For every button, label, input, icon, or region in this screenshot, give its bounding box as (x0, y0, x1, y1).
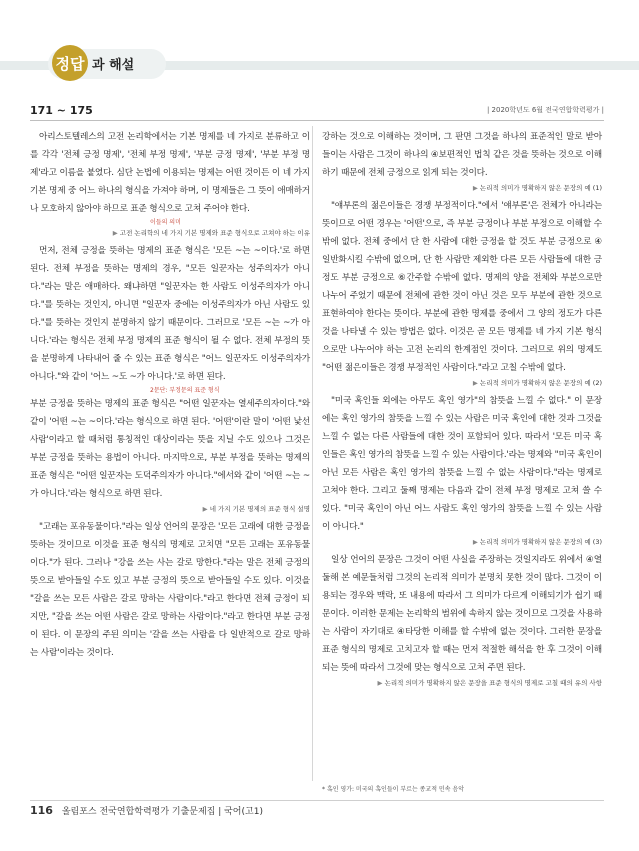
paragraph-summary-tag: ▶ 네 가지 기본 명제의 표준 형식 설명 (30, 504, 310, 515)
answer-badge (52, 45, 88, 81)
paragraph: 부분 긍정을 뜻하는 명제의 표준 형식은 "어떤 일꾼자는 열세주의자이다."와 같이 '어떤 ~는 ~이다.'라는 형식으로 하면 된다. '어떤'이란 말이 '어떤 낯선 사람'이라고 할 때처럼 통칭적인 대상이라는 뜻을 지닐 수도 있으나 그것은 부분 긍정을 뜻하는 용법이 아니다. 마지막으로, 부분 부정을 뜻하는 명제의 표준 형식은 "어떤 일꾼자는 도덕주의자가 아니다."에서와 같이 '어떤 ~는 ~가 아니다.'라는 형식으로 하면 된다. (30, 399, 310, 499)
section-divider (30, 120, 604, 121)
paragraph-summary-tag: ▶ 논리적 의미가 명확하지 않은 문장의 예 (3) (322, 537, 602, 548)
column-divider (312, 126, 313, 781)
right-column (322, 128, 602, 692)
paragraph-summary-tag: ▶ 논리적 의미가 명확하지 않은 문장의 예 (1) (322, 183, 602, 194)
margin-note: 2문단: 부정문의 표준 형식 (150, 387, 220, 394)
paragraph-summary-tag: ▶ 논리적 의미가 명확하지 않은 문장을 표준 형식의 명제로 고칠 때의 유의 사항 (322, 678, 602, 689)
footnote: * 혹인 영가: 미국의 혹인들이 부르는 종교적 민속 음악 (322, 786, 464, 793)
page-header (0, 44, 639, 84)
paragraph-summary-tag: ▶ 고전 논리학의 네 가지 기본 명제와 표준 형식으로 고쳐야 하는 이유 (30, 228, 310, 239)
paragraph: 먼저, 전체 긍정을 뜻하는 명제의 표준 형식은 '모든 ~는 ~이다.'로 하면 된다. 전체 부정을 뜻하는 명제의 경우, "모든 일꾼자는 성주의자가 아니다."라는 말은 애매하다. 왜냐하면 "일꾼자는 한 사람도 이성주의자가 아니다."를 뜻하는 것인지, 아니면 "일꾼자 중에는 이성주의자가 아닌 사람도 있다."를 뜻하는 것인지 분명하지 않기 때문이다. 그러므로 '모든 ~는 ~가 아니다.'라는 형식은 전체 부정 명제의 표준 형식이 될 수 없다. 전체 부정의 뜻을 분명하게 나타내어 줄 수 있는 표준 형식은 "어느 일꾼자도 이성주의자가 아니다."와 같이 '어느 ~도 ~가 아니다.'로 하면 된다. (30, 246, 310, 382)
paragraph: 일상 언어의 문장은 그것이 어떤 사실을 주장하는 것일지라도 위에서 ④열둘해 본 예문들처럼 그것의 논리적 의미가 분명치 못한 것이 많다. 그것이 이용되는 경우와 맥락, 또 내용에 따라서 그 의미가 다르게 이해되기가 쉽기 때문이다. 이러한 문제는 논리학의 범위에 속하지 않는 것이므로 그것을 사용하는 사람이 자기대로 ④타당한 이해를 할 수밖에 없는 것이다. 그러한 문장을 표준 형식의 명제로 고치고자 할 때는 먼저 적절한 해석을 한 후 그것이 이해되는 뜻에 따라서 그것에 맞는 형식으로 고쳐 주면 된다. (322, 555, 602, 673)
paragraph-summary-tag: ▶ 논리적 의미가 명확하지 않은 문장의 예 (2) (322, 378, 602, 389)
page-number: 116 (30, 804, 53, 817)
paragraph: "얘부론의 젊은이들은 경쟁 부정적이다."에서 '얘부론'은 전체가 아니라는 뜻이므로 어떤 경우는 '어떤'으로, 즉 부분 긍정이나 부분 부정으로 이해할 수밖에 없다. 전체 중에서 단 한 사람에 대한 긍정을 할 것도 부분 긍정으로 ④일반화시킬 수밖에 없으며, 단 한 사람만 제외한 다른 모든 사람들에 대한 긍정도 부분 긍정으로 ⑥간주할 수밖에 없다. 명제의 양을 전체와 부분으로만 나누어 주었기 때문에 전체에 관한 것이 아닌 것은 모두 부분에 관한 것으로 표현하여야 한다는 뜻이다. 부분에 관한 명제를 중에서 그 양의 정도가 다른 것을 나타낼 수 있는 방법은 없다. 이것은 곧 모든 명제를 네 가지 기본 형식으로만 나누어야 하는 고전 논리의 한계점인 것이다. 그러므로 위의 명제도 "어떤 젊은이들은 경쟁 부정적인 사람이다."라고 고칠 수밖에 없다. (322, 201, 602, 373)
exam-source: | 2020학년도 6월 전국연합학력평가 | (486, 106, 604, 114)
footer-divider (30, 800, 604, 801)
paragraph: 강하는 것으로 이해하는 것이며, 그 판면 그것을 하나의 표준적인 말로 받아들이는 사람은 그것이 하나의 ④보편적인 법칙 같은 것을 뜻하는 것으로 이해하기 때문에 전체 긍정으로 읽게 되는 것이다. (322, 132, 602, 178)
header-label: 과 해설 (92, 58, 135, 73)
left-column (30, 128, 310, 662)
paragraph: "미국 혹인들 외에는 아무도 혹인 영가"의 참뜻을 느낄 수 없다." 이 문장에는 혹인 영가의 참뜻을 느낄 수 있는 사람은 미국 혹인에 대한 것과 그것을 느낄 수 없는 다른 사람들에 대한 것이 포함되어 있다. 따라서 '모든 미국 혹인들은 혹인 영가의 참뜻을 느낄 수 있는 사람이다.'라는 명제와 "미국 혹인이 아닌 모든 사람은 혹인 영가의 참뜻을 느낄 수 없는 사람이다."라는 명제로 고쳐야 한다. 그리고 둘째 명제는 다음과 같이 전체 부정 명제로 고쳐 쓸 수 있다. "미국 혹인이 아닌 어느 사람도 혹인 영가의 참뜻을 느낄 수 있는 사람이 아니다." (322, 396, 602, 532)
answer-badge-text: 정답 (55, 55, 85, 73)
margin-note: 이들의 의미 (150, 219, 181, 226)
section-row (30, 104, 604, 118)
page-footer (30, 804, 263, 817)
question-range: 171 ~ 175 (30, 104, 93, 117)
paragraph: 아리스토텔레스의 고전 논리학에서는 기본 명제를 네 가지로 분류하고 이를 각각 '전체 긍정 명제', '전체 부정 명제', '부분 긍정 명제', '부분 부정 명제'라고 이름을 붙였다. 심단 논법에 이용되는 명제는 어떤 것이든 이 네 가지 기본 명제 중 어느 하나의 형식을 가져야 하며, 이 명제들은 그 뜻이 애매하거나 모호하지 않아야 하므로 표준 형식으로 고쳐 주어야 한다. (30, 132, 310, 214)
paragraph: "고래는 포유동물이다."라는 일상 언어의 문장은 '모든 고래에 대한 긍정을 뜻하는 것이므로 이것을 표준 형식의 명제로 고치면 "모든 고래는 포유동물이다."가 된다. 그러나 "강을 쓰는 사는 갈로 망한다."라는 말은 전체 긍정의 뜻으로 받아들일 수도 있고 부분 긍정의 뜻으로 받아들일 수도 있다. 이것을 "갈을 쓰는 모든 사람은 갈로 망하는 사람이다."라고 한다면 전체 긍정이 되지만, "갈을 쓰는 어떤 사람은 갈로 망하는 사람이다."라고 한다면 부분 긍정이 된다. 이 문장의 주된 의미는 '갈을 쓰는 사람을 다 일반적으로 갈로 망하는 사람'이라는 것이다. (30, 522, 310, 658)
footer-title: 올림포스 전국연합학력평가 기출문제집 | 국어(고1) (61, 807, 263, 817)
exam-source-text: 2020학년도 6월 전국연합학력평가 (491, 106, 600, 114)
